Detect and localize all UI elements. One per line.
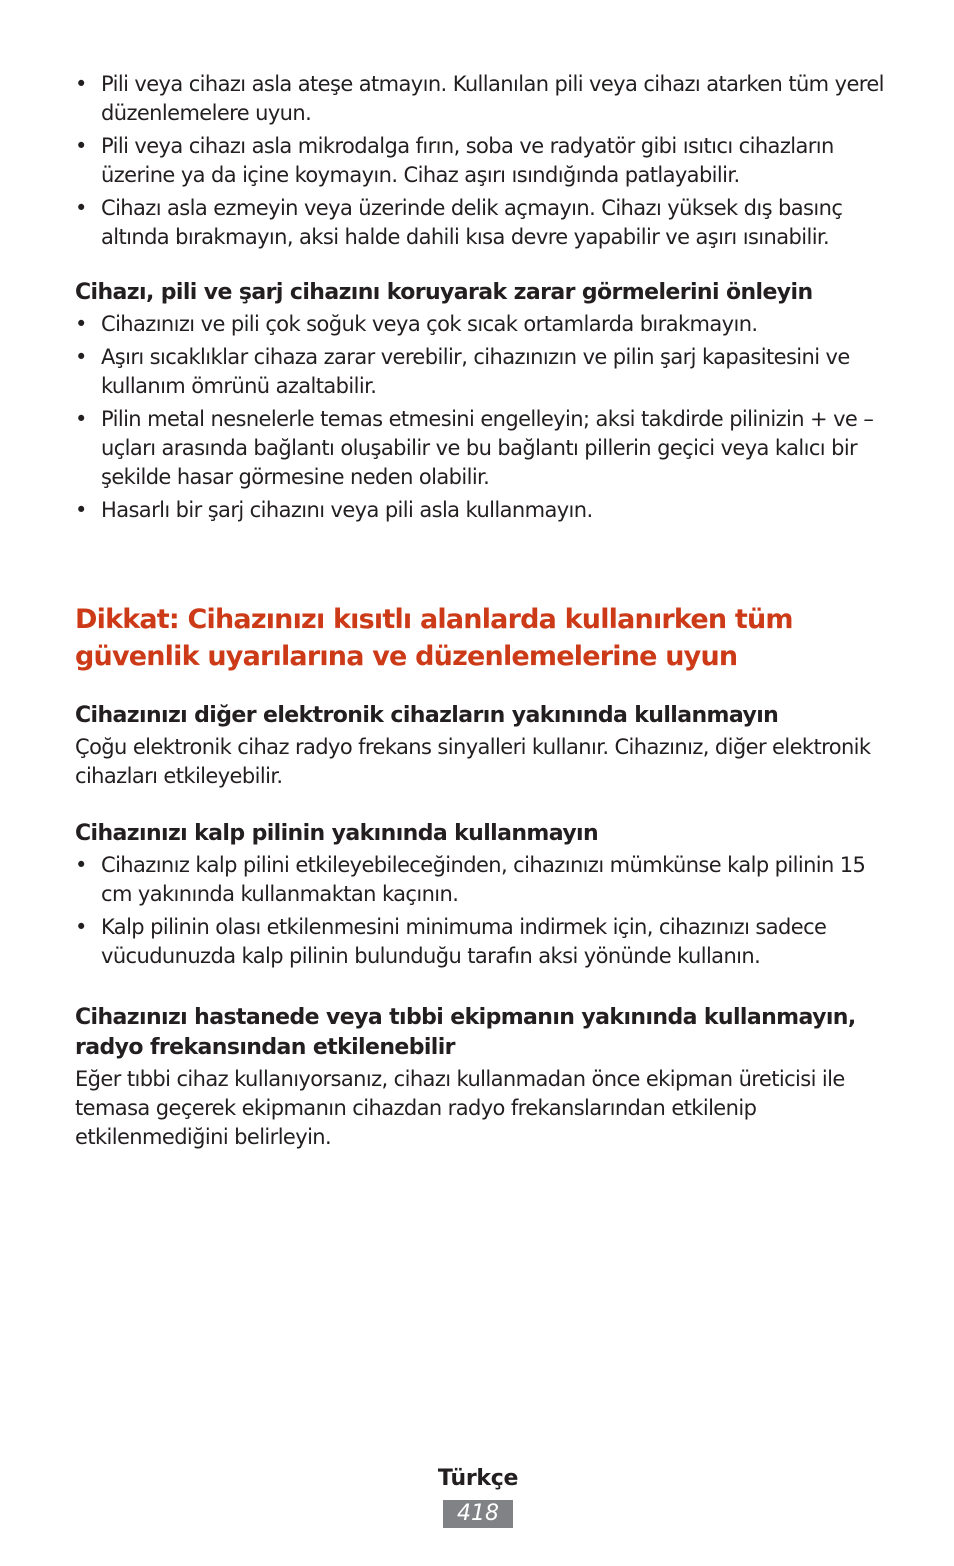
bullet-marker: •	[75, 915, 87, 939]
section-heading-pacemaker: Cihazınızı kalp pilinin yakınında kullanmayın	[75, 821, 599, 846]
list-item	[75, 310, 890, 339]
section-heading-protect-device: Cihazı, pili ve şarj cihazını koruyarak zarar görmelerini önleyin	[75, 280, 813, 305]
bullet-marker: •	[75, 196, 87, 220]
page-number: 418	[443, 1500, 513, 1528]
list-item	[75, 851, 890, 909]
list-item-text: Pili veya cihazı asla ateşe atmayın. Kullanılan pili veya cihazı atarken tüm yerel düzenlemelere uyun.	[101, 72, 884, 125]
list-item	[75, 132, 890, 190]
list-item	[75, 913, 890, 971]
list-item	[75, 70, 890, 128]
bullet-marker: •	[75, 498, 87, 522]
bullet-marker: •	[75, 407, 87, 431]
bullet-marker: •	[75, 134, 87, 158]
protect-device-list	[75, 310, 890, 525]
list-item	[75, 496, 890, 525]
warning-heading: Dikkat: Cihazınızı kısıtlı alanlarda kullanırken tüm güvenlik uyarılarına ve düzenlemelerine uyun	[75, 604, 793, 672]
list-item-text: Pili veya cihazı asla mikrodalga fırın, soba ve radyatör gibi ısıtıcı cihazların üzerine ya da içine koymayın. Cihaz aşırı ısındığında patlayabilir.	[101, 134, 834, 187]
list-item-text: Cihazınız kalp pilini etkileyebileceğinden, cihazınızı mümkünse kalp pilinin 15 cm yakınında kullanmaktan kaçının.	[101, 853, 866, 906]
section-heading-hospital: Cihazınızı hastanede veya tıbbi ekipmanın yakınında kullanmayın, radyo frekansından etkilenebilir	[75, 1005, 856, 1060]
list-item-text: Pilin metal nesnelerle temas etmesini engelleyin; aksi takdirde pilinizin + ve – uçları arasında bağlantı oluşabilir ve bu bağlantı pillerin geçici veya kalıcı bir şekilde hasar görmesine neden olabilir.	[101, 407, 874, 489]
bullet-marker: •	[75, 312, 87, 336]
bullet-marker: •	[75, 853, 87, 877]
list-item-text: Aşırı sıcaklıklar cihaza zarar verebilir, cihazınızın ve pilin şarj kapasitesini ve kullanım ömrünü azaltabilir.	[101, 345, 850, 398]
pacemaker-list	[75, 851, 890, 971]
list-item-text: Hasarlı bir şarj cihazını veya pili asla kullanmayın.	[101, 498, 593, 522]
bullet-marker: •	[75, 345, 87, 369]
page-content	[75, 70, 890, 1152]
section-text-electronic-devices: Çoğu elektronik cihaz radyo frekans sinyalleri kullanır. Cihazınız, diğer elektronik cihazları etkileyebilir.	[75, 735, 871, 788]
bullet-marker: •	[75, 72, 87, 96]
list-item	[75, 194, 890, 252]
list-item-text: Kalp pilinin olası etkilenmesini minimuma indirmek için, cihazınızı sadece vücudunuzda kalp pilinin bulunduğu tarafın aksi yönünde kullanın.	[101, 915, 827, 968]
page-footer	[0, 1464, 954, 1528]
list-item	[75, 405, 890, 492]
battery-safety-list	[75, 70, 890, 252]
list-item	[75, 343, 890, 401]
section-text-hospital: Eğer tıbbi cihaz kullanıyorsanız, cihazı kullanmadan önce ekipman üreticisi ile temasa geçerek ekipmanın cihazdan radyo frekanslarından etkilenip etkilenmediğini belirleyin.	[75, 1067, 845, 1149]
list-item-text: Cihazı asla ezmeyin veya üzerinde delik açmayın. Cihazı yüksek dış basınç altında bırakmayın, aksi halde dahili kısa devre yapabilir ve aşırı ısınabilir.	[101, 196, 843, 249]
list-item-text: Cihazınızı ve pili çok soğuk veya çok sıcak ortamlarda bırakmayın.	[101, 312, 758, 336]
footer-language: Türkçe	[437, 1466, 519, 1491]
section-heading-electronic-devices: Cihazınızı diğer elektronik cihazların yakınında kullanmayın	[75, 703, 779, 728]
